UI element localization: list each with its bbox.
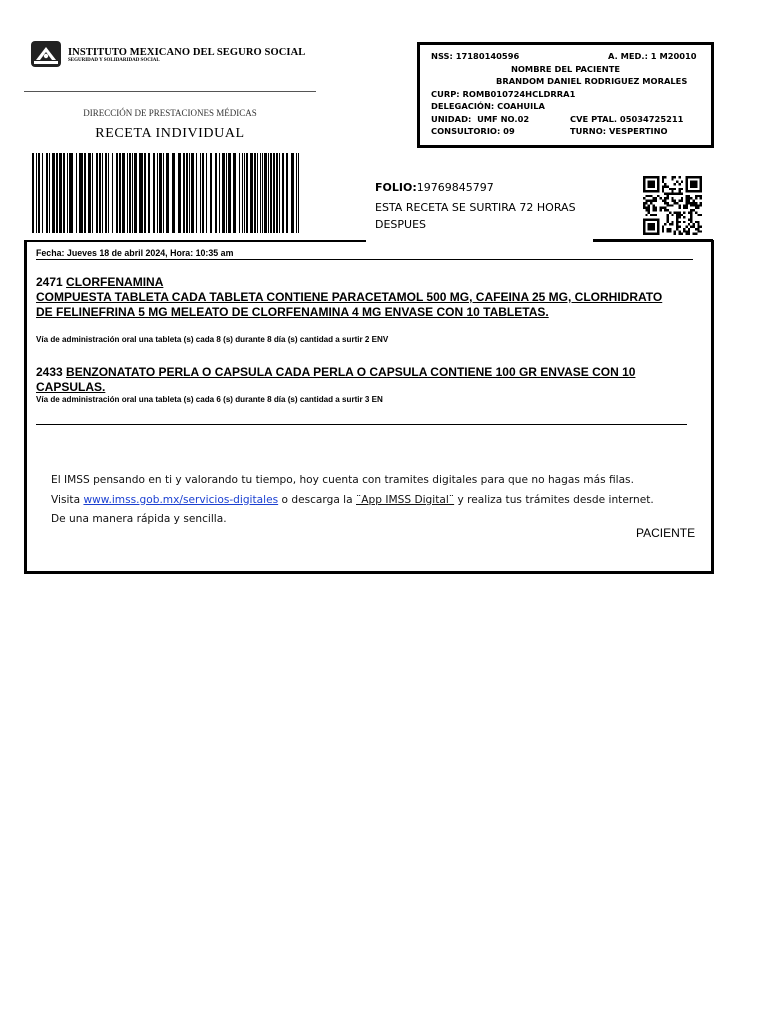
date-divider	[36, 259, 693, 260]
footer-line-2	[51, 491, 701, 511]
app-imss-digital-link[interactable]: ¨App IMSS Digital¨	[356, 493, 455, 506]
medication-item-2	[36, 365, 676, 395]
footer-message	[51, 471, 701, 530]
patient-name-label: NOMBRE DEL PACIENTE	[510, 64, 621, 74]
footer-middle-text: o descarga la	[281, 493, 353, 506]
footer-suffix: y realiza tus trámites desde internet.	[457, 493, 654, 506]
delegacion-value: COAHUILA	[497, 101, 545, 111]
folio-number: 19769845797	[416, 181, 494, 194]
medication-name: BENZONATATO PERLA O CAPSULA CADA PERLA O CAPSULA CONTIENE 100 GR ENVASE CON 10 CAPSULAS.	[36, 365, 636, 394]
medication-instructions-1: Vía de administración oral una tableta (s) cada 8 (s) durante 8 día (s) cantidad a surtir 2 ENV	[36, 334, 389, 344]
turno-row	[570, 126, 668, 136]
document-title: RECETA INDIVIDUAL	[95, 126, 245, 141]
nss-value: 17180140596	[455, 51, 520, 61]
turno-value: VESPERTINO	[609, 126, 668, 136]
prescription-divider	[36, 424, 687, 425]
amed-value: 1 M20010	[650, 51, 697, 61]
nss-row	[431, 51, 519, 61]
amed-row	[608, 51, 697, 61]
medication-name: CLORFENAMINA	[66, 275, 164, 289]
medication-instructions-2: Vía de administración oral una tableta (s) cada 6 (s) durante 8 día (s) cantidad a surtir 3 EN	[36, 394, 383, 404]
medication-item-1	[36, 275, 676, 320]
direction-title: DIRECCIÓN DE PRESTACIONES MÉDICAS	[83, 108, 257, 118]
imss-logo-icon	[30, 40, 62, 68]
nss-label: NSS:	[431, 51, 453, 61]
unidad-value: UMF NO.02	[477, 114, 530, 124]
folio	[375, 181, 494, 194]
institution-tagline: SEGURIDAD Y SOLIDARIDAD SOCIAL	[68, 58, 160, 63]
folio-label: FOLIO:	[375, 181, 417, 194]
footer-line-1: El IMSS pensando en ti y valorando tu tiempo, hoy cuenta con tramites digitales para que no hagas más filas.	[51, 474, 634, 486]
curp-label: CURP:	[431, 89, 460, 99]
consultorio-row	[431, 126, 515, 136]
medication-code: 2471	[36, 275, 63, 289]
curp-row	[431, 89, 575, 99]
cve-label: CVE PTAL.	[570, 114, 618, 124]
copy-label: PACIENTE	[636, 526, 696, 540]
medication-code: 2433	[36, 365, 63, 379]
prescription-date: Fecha: Jueves 18 de abril 2024, Hora: 10:35 am	[36, 248, 234, 259]
qr-code	[643, 176, 702, 235]
curp-value: ROMB010724HCLDRRA1	[462, 89, 576, 99]
footer-line-3: De una manera rápida y sencilla.	[51, 513, 227, 525]
cve-value: 05034725211	[619, 114, 684, 124]
turno-label: TURNO:	[570, 126, 607, 136]
patient-name: BRANDOM DANIEL RODRIGUEZ MORALES	[496, 76, 688, 86]
footer-visit-prefix: Visita	[51, 493, 81, 506]
cve-row	[570, 114, 683, 124]
patient-info-box	[417, 42, 714, 148]
unidad-label: UNIDAD:	[431, 114, 472, 124]
delegacion-row	[431, 101, 545, 111]
consultorio-value: 09	[503, 126, 515, 136]
folio-note: ESTA RECETA SE SURTIRA 72 HORAS DESPUES	[375, 201, 576, 231]
amed-label: A. MED.:	[608, 51, 648, 61]
delegacion-label: DELEGACIÓN:	[431, 101, 495, 111]
header-divider	[24, 91, 316, 92]
unidad-row	[431, 114, 529, 124]
imss-digital-link[interactable]: www.imss.gob.mx/servicios-digitales	[83, 493, 279, 506]
barcode	[32, 153, 300, 233]
medication-description: COMPUESTA TABLETA CADA TABLETA CONTIENE PARACETAMOL 500 MG, CAFEINA 25 MG, CLORHIDRATO DE FELINEFRINA 5 MG MELEATO DE CLORFENAMINA 4 MG ENVASE CON 10 TABLETAS.	[36, 290, 663, 319]
consultorio-label: CONSULTORIO:	[431, 126, 501, 136]
institution-name: INSTITUTO MEXICANO DEL SEGURO SOCIAL	[68, 47, 306, 58]
